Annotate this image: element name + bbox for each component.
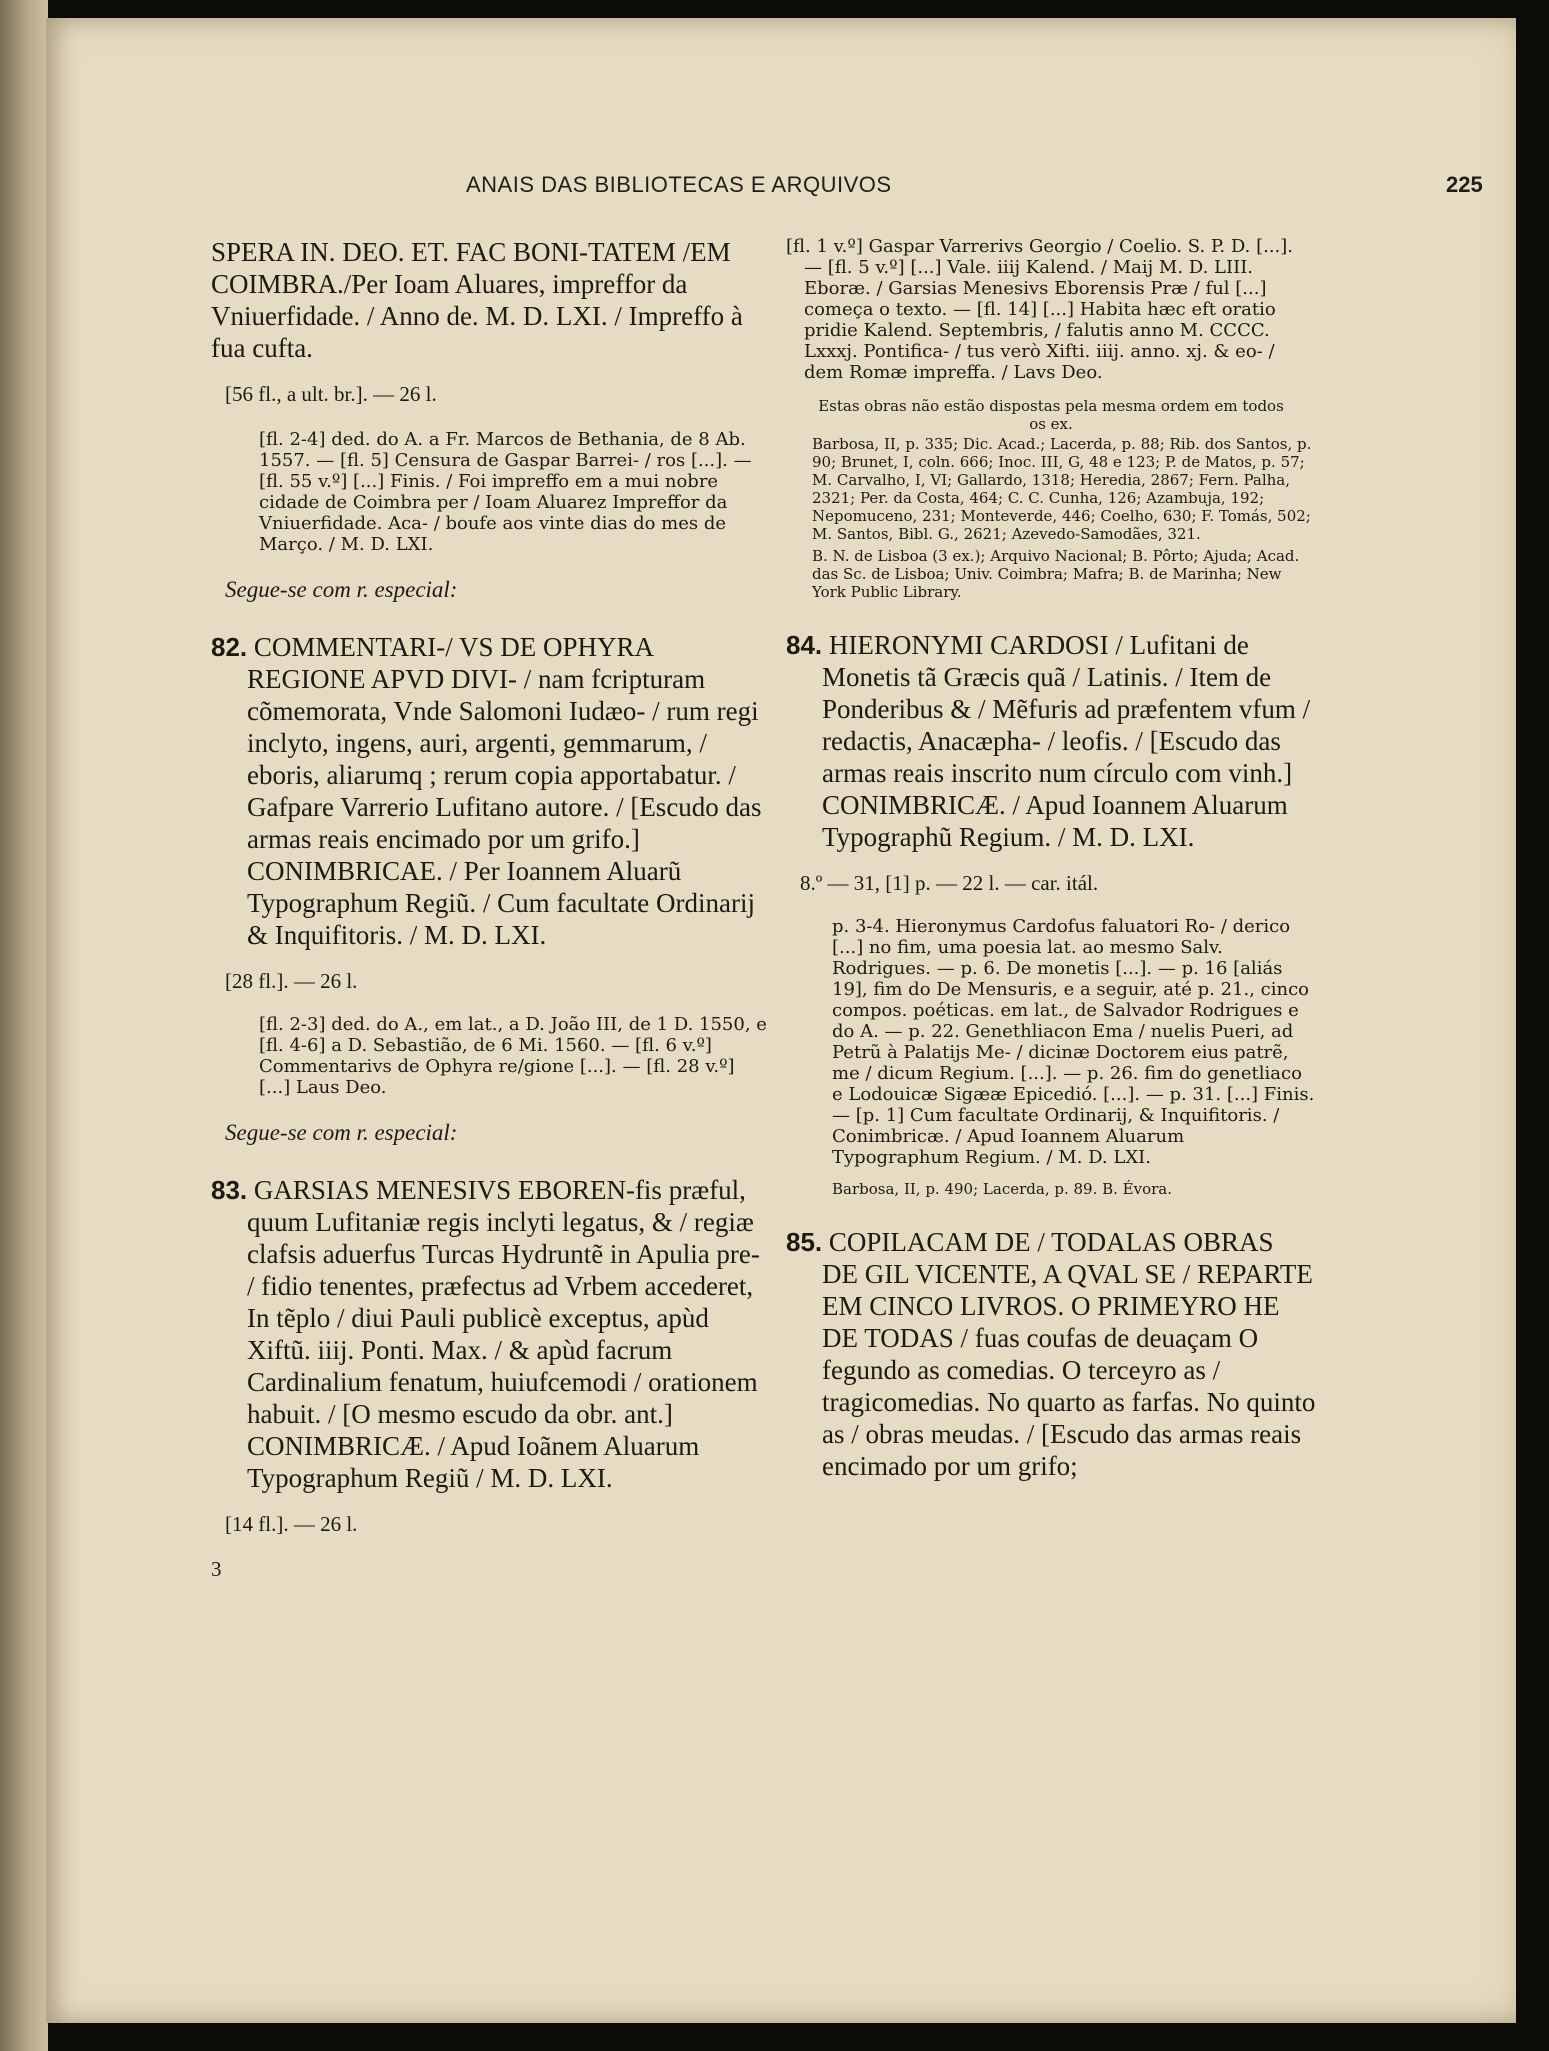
entry-81-note: [fl. 2-4] ded. do A. a Fr. Marcos de Bethania, de 8 Ab. 1557. — [fl. 5] Censura de Gaspar Barrei- / ros [...]. — [fl. 55 v.º] [...] Finis. / Foi impreffo em a mui nobre cidade de Coimbra per / Ioam Aluarez Impreffor da Vniuerfidade. Aca- / boufe aos vinte dias do mes de Março. / M. D. LXI. [259,429,752,555]
entry-82-followup: Segue-se com r. especial: [225,1120,458,1145]
entry-85-title-text: COPILACAM DE / TODALAS OBRAS DE GIL VICENTE, A QVAL SE / REPARTE EM CINCO LIVROS. O PRIMEYRO HE DE TODAS / fuas coufas de deuaçam O fegundo as comedias. O terceyro as / tragicomedias. No quarto as farfas. No quinto as / obras meudas. / [Escudo das armas reais encimado por um grifo; [822,1227,1316,1481]
entry-81-collation: [56 fl., a ult. br.]. — 26 l. [225,382,437,406]
entry-85-number: 85. [786,1227,823,1257]
entry-82 [211,631,771,1146]
entry-84-number: 84. [786,630,823,660]
signature-mark: 3 [211,1557,222,1581]
entry-82-note: [fl. 2-3] ded. do A., em lat., a D. João III, de 1 D. 1550, e [fl. 4-6] a D. Sebastião, de 6 Mi. 1560. — [fl. 6 v.º] Commentarivs de Ophyra re/gione [...]. — [fl. 28 v.º] [...] Laus Deo. [259,1014,767,1098]
entry-83-references: Barbosa, II, p. 335; Dic. Acad.; Lacerda, p. 88; Rib. dos Santos, p. 90; Brunet, I, coln. 666; Inoc. III, G, 48 e 123; P. de Matos, p. 57; M. Carvalho, I, VI; Gallardo, 1318; Heredia, 2867; Fern. Palha, 2321; Per. da Costa, 464; C. C. Cunha, 126; Azambuja, 192; Nepomuceno, 231; Monteverde, 446; Coelho, 630; F. Tomás, 502; M. Santos, Bibl. G., 2621; Azevedo-Samodães, 321. [812,435,1312,543]
running-header [46,172,1516,212]
entry-83-order-note: Estas obras não estão dispostas pela mesma ordem em todos os ex. [818,397,1284,433]
entry-84-title-text: HIERONYMI CARDOSI / Lufitani de Monetis tã Græcis quã / Latinis. / Item de Ponderibus & / Mẽfuris ad præfentem vfum / redactis, Anacæpha- / leofis. / [Escudo das armas reais inscrito num círculo com vinh.] CONIMBRICÆ. / Apud Ioannem Aluarum Typographũ Regium. / M. D. LXI. [822,630,1311,852]
entry-83-number: 83. [211,1175,248,1205]
entry-83-note: [fl. 1 v.º] Gaspar Varrerivs Georgio / Coelio. S. P. D. [...]. — [fl. 5 v.º] [...] Vale. iiij Kalend. / Maij M. D. LIII. Eboræ. / Garsias Menesivs Eborensis Præ / ful [...] começa o texto. — [fl. 14] [...] Habita hæc eft oratio pridie Kalend. Septembris, / falutis anno M. CCCC. Lxxxj. Pontifica- / tus verò Xifti. iiij. anno. xj. & eo- / dem Romæ impreffa. / Lavs Deo. [786,236,1294,383]
entry-82-title-text: COMMENTARI-/ VS DE OPHYRA REGIONE APVD DIVI- / nam fcripturam cõmemorata, Vnde Salomoni Iudæo- / rum regi inclyto, ingens, auri, argenti, gemmarum, / eboris, aliarumq ; rerum copia apportabatur. / Gafpare Varrerio Lufitano autore. / [Escudo das armas reais encimado por um grifo.] CONIMBRICAE. / Per Ioannem Aluarũ Typographum Regiũ. / Cum facultate Ordinarij & Inquifitoris. / M. D. LXI. [247,632,762,950]
entry-84-references: Barbosa, II, p. 490; Lacerda, p. 89. B. Évora. [832,1180,1173,1198]
entry-84 [786,629,1316,1198]
entry-83-title [211,1174,771,1494]
entry-84-title [786,629,1316,853]
entry-82-title [211,631,771,951]
entry-83-collation: [14 fl.]. — 26 l. [225,1512,358,1536]
running-title: ANAIS DAS BIBLIOTECAS E ARQUIVOS [466,172,892,197]
entry-81-followup: Segue-se com r. especial: [225,577,458,602]
entry-85-title [786,1226,1316,1482]
page-number: 225 [1446,172,1483,197]
entry-83 [211,1174,771,1537]
entry-84-note: p. 3-4. Hieronymus Cardofus faluatori Ro- / derico [...] no fim, uma poesia lat. ao mesmo Salv. Rodrigues. — p. 6. De monetis [...]. — p. 16 [aliás 19], fim do De Mensuris, e a seguir, até p. 21., cinco compos. poéticas. em lat., de Salvador Rodrigues e do A. — p. 22. Genethliacon Ema / nuelis Pueri, ad Petrũ à Palatijs Me- / dicinæ Doctorem eius patrẽ, me / dicum Regium. [...]. — p. 26. fim do genetliaco e Lodouicæ Sigææ Epicedió. [...]. — p. 31. [...] Finis. — [p. 1] Cum facultate Ordinarij, & Inquifitoris. / Conimbricæ. / Apud Ioannem Aluarum Typographum Regium. / M. D. LXI. [832,916,1315,1168]
book-spine-shadow [0,0,48,2051]
document-page [46,18,1516,2023]
entry-82-number: 82. [211,632,248,662]
entry-81-title-continued: SPERA IN. DEO. ET. FAC BONI-TATEM /EM COIMBRA./Per Ioam Aluares, impreffor da Vniuerfidade. / Anno de. M. D. LXI. / Impreffo à fua cufta. [211,237,743,363]
entry-82-collation: [28 fl.]. — 26 l. [225,969,358,993]
right-column [786,236,1316,1482]
left-column [211,236,771,1603]
entry-83-holdings: B. N. de Lisboa (3 ex.); Arquivo Nacional; B. Pôrto; Ajuda; Acad. das Sc. de Lisboa; Univ. Coimbra; Mafra; B. de Marinha; New York Public Library. [812,547,1300,601]
entry-83-title-text: GARSIAS MENESIVS EBOREN-fis præful, quum Lufitaniæ regis inclyti legatus, & / regiæ clafsis aduerfus Turcas Hydruntẽ in Apulia pre- / fidio tenentes, præfectus ad Vrbem accederet, In tẽplo / diui Pauli publicè exceptus, apùd Xiftũ. iiij. Ponti. Max. / & apùd facrum Cardinalium fenatum, huiufcemodi / orationem habuit. / [O mesmo escudo da obr. ant.] CONIMBRICÆ. / Apud Ioãnem Aluarum Typographum Regiũ / M. D. LXI. [247,1175,760,1493]
entry-84-collation: 8.º — 31, [1] p. — 22 l. — car. itál. [800,871,1099,895]
entry-85 [786,1226,1316,1482]
